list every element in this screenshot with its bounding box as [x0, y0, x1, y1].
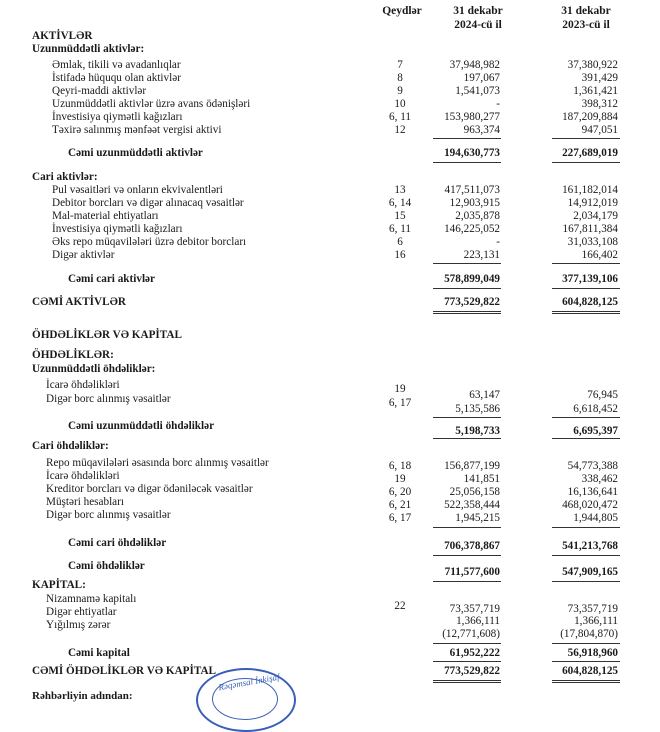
total-rule [552, 555, 620, 556]
row-note: 12 [394, 124, 406, 136]
value-2023: 604,828,125 [562, 665, 618, 677]
assets-title-row [0, 29, 660, 43]
liabilities-title-row [0, 348, 660, 362]
value-2024: 146,225,052 [444, 223, 500, 235]
row-label: İstifadə hüququ olan aktivlər [52, 72, 181, 84]
value-2024: 25,056,158 [449, 486, 500, 498]
row-label: Pul vəsaitləri və onların ekvivalentləri [52, 184, 223, 196]
row-label: KAPİTAL: [32, 579, 86, 591]
row-label: Cəmi cari öhdəliklər [68, 537, 167, 549]
double-rule [433, 682, 501, 683]
total-assets-row [0, 295, 660, 309]
value-2023: 947,051 [581, 124, 618, 136]
value-2023: 227,689,019 [562, 147, 618, 159]
value-2024: 73,357,719 [449, 603, 500, 615]
row-label: İnvestisiya qiymətli kağızları [52, 111, 183, 123]
total-noncurrent-assets-row [0, 146, 660, 160]
value-2024: (12,771,608) [442, 628, 500, 640]
double-rule [552, 682, 620, 683]
row-note: 7 [397, 59, 403, 71]
value-2023: (17,804,870) [560, 628, 618, 640]
value-2024: 1,945,215 [455, 512, 500, 524]
value-2024: 711,577,600 [444, 566, 500, 578]
value-2023: 2,034,179 [573, 210, 618, 222]
row-note: 6, 20 [388, 486, 412, 498]
row-label: Digər borc alınmış vəsaitlər [46, 393, 171, 405]
row-note: 6, 18 [388, 460, 412, 472]
value-2023: 16,136,641 [567, 486, 618, 498]
value-2024: 773,529,822 [444, 296, 500, 308]
column-header-2024 [432, 4, 524, 32]
row-label: Cəmi kapital [68, 647, 130, 659]
row-label: İcarə öhdəlikləri [46, 470, 120, 482]
value-2024: 141,851 [463, 473, 500, 485]
lease-current-row [0, 469, 660, 483]
value-2023: 54,773,388 [567, 460, 618, 472]
row-label: Uzunmüddətli aktivlər üzrə avans ödənişləri [52, 98, 251, 110]
total-liabilities-row [0, 559, 660, 578]
row-label: ÖHDƏLİKLƏR VƏ KAPİTAL [32, 329, 182, 341]
current-assets-heading-row [0, 170, 660, 184]
row-label: Əks repo müqavilələri üzrə debitor borcları [52, 236, 247, 248]
value-2023: 1,944,805 [573, 512, 618, 524]
subtotal-rule [552, 417, 620, 418]
total-noncurrent-liabilities-row [0, 419, 660, 437]
row-note: 6, 11 [389, 111, 411, 123]
double-rule [552, 313, 620, 314]
row-label: Əmlak, tikili və avadanlıqlar [52, 59, 181, 71]
total-rule [433, 162, 501, 163]
value-2024: 773,529,822 [444, 665, 500, 677]
row-label: CƏMİ AKTİVLƏR [32, 296, 126, 308]
reverse-repo-row [0, 235, 660, 249]
value-2023: 73,357,719 [567, 603, 618, 615]
value-2024: 578,899,049 [444, 273, 500, 285]
deferred-tax-asset-row [0, 123, 660, 137]
column-header-2023-line1: 31 dekabr [561, 5, 611, 17]
row-label: Cəmi uzunmüddətli öhdəliklər [68, 420, 215, 432]
total-rule [433, 288, 501, 289]
subtotal-rule [433, 263, 501, 264]
row-note: 6, 11 [389, 223, 411, 235]
footer-signature-line: Rəhbərliyin adından: [32, 690, 133, 702]
subtotal-rule [433, 527, 501, 528]
column-header-2024-line1: 31 dekabr [453, 5, 503, 17]
row-label: Uzunmüddətli aktivlər: [32, 43, 145, 55]
value-2024: - [496, 236, 500, 248]
row-label: Repo müqavilələri əsasında borc alınmış vəsaitlər [46, 457, 269, 469]
subtotal-rule [433, 417, 501, 418]
row-label: Cari aktivlər: [32, 171, 98, 183]
double-rule [552, 311, 620, 312]
other-assets-row [0, 248, 660, 262]
row-note: 10 [394, 98, 406, 110]
value-2024: 12,903,915 [449, 197, 500, 209]
subtotal-rule [552, 263, 620, 264]
value-2024: 1,366,111 [456, 615, 500, 627]
row-label: Müştəri hesabları [46, 496, 124, 508]
cash-row [0, 183, 660, 197]
total-rule [433, 661, 501, 662]
payables-row [0, 482, 660, 496]
advances-row [0, 97, 660, 111]
row-label: AKTİVLƏR [32, 30, 93, 42]
row-note: 8 [397, 72, 403, 84]
row-note: 6, 17 [388, 397, 412, 409]
total-capital-row [0, 646, 660, 660]
value-2024: 197,067 [463, 72, 500, 84]
value-2023: 14,912,019 [567, 197, 618, 209]
total-current-liabilities-row [0, 536, 660, 550]
value-2024: 5,198,733 [455, 425, 500, 437]
value-2023: 338,462 [581, 473, 618, 485]
value-2023: 6,695,397 [573, 425, 618, 437]
value-2023: 541,213,768 [562, 540, 618, 552]
row-label: Nizamnamə kapitalı [46, 593, 137, 605]
inventory-row [0, 209, 660, 223]
value-2024: 37,948,982 [449, 59, 500, 71]
total-rule [433, 555, 501, 556]
ppe-row [0, 58, 660, 72]
value-2023: 468,020,472 [562, 499, 618, 511]
rou-row [0, 71, 660, 85]
row-note: 22 [394, 600, 406, 612]
row-note: 6, 21 [388, 499, 412, 511]
value-2024: 417,511,073 [444, 184, 500, 196]
value-2023: 56,918,960 [567, 647, 618, 659]
intangibles-row [0, 84, 660, 98]
value-2024: 522,358,444 [444, 499, 500, 511]
subtotal-rule [433, 643, 501, 644]
noncurrent-assets-heading-row [0, 42, 660, 56]
value-2023: 31,033,108 [567, 236, 618, 248]
value-2023: 167,811,384 [562, 223, 618, 235]
row-label: Mal-material ehtiyatları [52, 210, 159, 222]
row-label: Yığılmış zərər [46, 619, 111, 631]
row-note: 15 [394, 210, 406, 222]
noncurrent-liabilities-heading-row [0, 362, 660, 376]
subtotal-rule [433, 138, 501, 139]
row-note: 19 [394, 473, 406, 485]
double-rule [433, 311, 501, 312]
value-2023: 166,402 [581, 249, 618, 261]
receivables-row [0, 196, 660, 210]
value-2024: 194,630,773 [444, 147, 500, 159]
stamp-text: Rəqəmsal İnkişaf [217, 671, 281, 693]
value-2024: 61,952,222 [449, 647, 500, 659]
value-2024: 156,877,199 [444, 460, 500, 472]
row-label: Debitor borcları və digər alınacaq vəsaitlər [52, 197, 244, 209]
value-2023: 604,828,125 [562, 296, 618, 308]
value-2023: 1,366,111 [574, 615, 618, 627]
customer-accounts-row [0, 495, 660, 509]
accumulated-loss-row [0, 618, 660, 640]
liabilities-equity-title-row [0, 328, 660, 342]
subtotal-rule [552, 527, 620, 528]
row-note: 6, 14 [388, 197, 412, 209]
row-label: İnvestisiya qiymətli kağızları [52, 223, 183, 235]
subtotal-rule [552, 138, 620, 139]
column-header-2023 [540, 4, 632, 32]
value-2023: 37,380,922 [567, 59, 618, 71]
row-label: ÖHDƏLİKLƏR: [32, 349, 114, 361]
row-label: Cəmi öhdəliklər [68, 560, 145, 572]
row-note: 19 [394, 383, 406, 395]
row-label: Digər borc alınmış vəsaitlər [46, 509, 171, 521]
total-rule [552, 288, 620, 289]
value-2024: 963,374 [463, 124, 500, 136]
current-liabilities-heading-row [0, 439, 660, 453]
value-2023: 187,209,884 [562, 111, 618, 123]
value-2024: 223,131 [463, 249, 500, 261]
column-header-2024-line2: 2024-cü il [454, 19, 502, 31]
row-note: 13 [394, 184, 406, 196]
value-2024: 2,035,878 [455, 210, 500, 222]
value-2024: 153,980,277 [444, 111, 500, 123]
notes-column-header: Qeydlər [382, 5, 422, 17]
row-label: Təxirə salınmış mənfəət vergisi aktivi [52, 124, 222, 136]
row-label: Digər ehtiyatlar [46, 606, 117, 618]
investments-current-row [0, 222, 660, 236]
double-rule [433, 680, 501, 681]
capital-heading-row [0, 578, 660, 592]
value-2024: 5,135,586 [455, 403, 500, 415]
borrowings-current-row [0, 508, 660, 522]
value-2023: 161,182,014 [562, 184, 618, 196]
row-label: Qeyri-maddi aktivlər [52, 85, 147, 97]
total-liabilities-equity-row [0, 664, 660, 678]
borrowings-noncurrent-row [0, 392, 660, 415]
row-label: İcarə öhdəlikləri [46, 379, 120, 391]
double-rule [552, 680, 620, 681]
column-header-2023-line2: 2023-cü il [562, 19, 610, 31]
value-2023: 76,945 [587, 389, 618, 401]
row-note: 16 [394, 249, 406, 261]
investments-noncurrent-row [0, 110, 660, 124]
value-2023: 377,139,106 [562, 273, 618, 285]
value-2024: 1,541,073 [455, 85, 500, 97]
total-rule [552, 162, 620, 163]
row-label: Cəmi cari aktivlər [68, 273, 155, 285]
repo-row [0, 456, 660, 470]
row-label: Uzunmüddətli öhdəliklər: [32, 363, 156, 375]
row-note: 6, 17 [388, 512, 412, 524]
row-label: CƏMİ ÖHDƏLİKLƏR VƏ KAPİTAL [32, 665, 217, 677]
row-label: Cəmi uzunmüddətli aktivlər [68, 147, 203, 159]
double-rule [433, 313, 501, 314]
row-label: Cari öhdəliklər: [32, 440, 109, 452]
value-2023: 547,909,165 [562, 566, 618, 578]
row-note: 6 [397, 236, 403, 248]
subtotal-rule [552, 643, 620, 644]
value-2023: 391,429 [581, 72, 618, 84]
row-label: Kreditor borcları və digər ödəniləcək vəsaitlər [46, 483, 253, 495]
value-2024: 63,147 [469, 389, 500, 401]
company-stamp [196, 668, 296, 732]
value-2023: 398,312 [581, 98, 618, 110]
total-rule [552, 661, 620, 662]
value-2024: 706,378,867 [444, 540, 500, 552]
row-label: Digər aktivlər [52, 249, 115, 261]
value-2023: 6,618,452 [573, 403, 618, 415]
value-2023: 1,361,421 [573, 85, 618, 97]
value-2024: - [496, 98, 500, 110]
row-note: 9 [397, 85, 403, 97]
total-current-assets-row [0, 272, 660, 286]
